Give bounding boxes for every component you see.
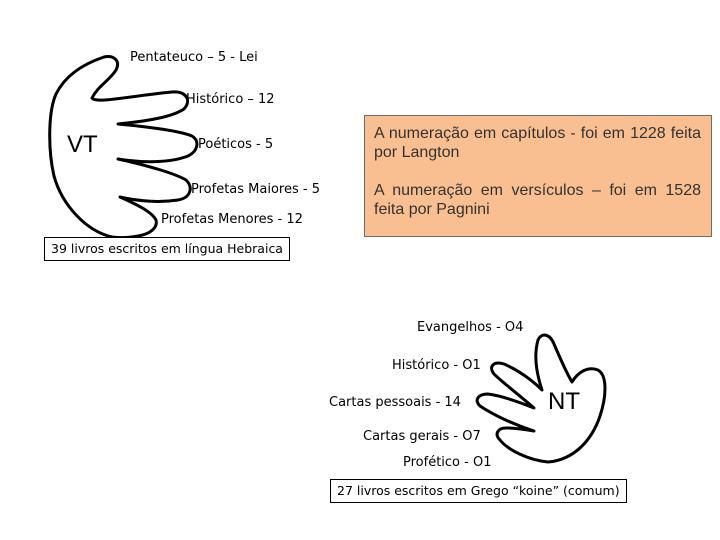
nt-category-profetico: Profético - O1: [403, 455, 492, 470]
nt-summary: 27 livros escritos em Grego “koine” (comum): [330, 479, 627, 503]
vt-category-profetas-menores: Profetas Menores - 12: [161, 212, 303, 227]
nt-category-cartas-gerais: Cartas gerais - O7: [363, 429, 481, 444]
vt-category-historico: Histórico – 12: [186, 92, 275, 107]
vt-category-pentateuco: Pentateuco – 5 - Lei: [130, 50, 258, 65]
nt-category-historico: Histórico - O1: [392, 358, 481, 373]
nt-category-evangelhos: Evangelhos - O4: [417, 320, 524, 335]
verse-numbering-note: A numeração em versículos – foi em 1528 feita por Pagnini: [374, 182, 701, 218]
vt-category-poeticos: Poéticos - 5: [198, 137, 274, 152]
nt-category-cartas-pessoais: Cartas pessoais - 14: [329, 395, 461, 410]
vt-category-profetas-maiores: Profetas Maiores - 5: [191, 182, 320, 197]
chapter-numbering-note: A numeração em capítulos - foi em 1228 feita por Langton: [374, 125, 701, 161]
vt-abbreviation: VT: [67, 131, 98, 158]
numbering-note-box: [364, 115, 712, 237]
nt-abbreviation: NT: [548, 388, 580, 415]
vt-summary: 39 livros escritos em língua Hebraica: [44, 237, 290, 261]
